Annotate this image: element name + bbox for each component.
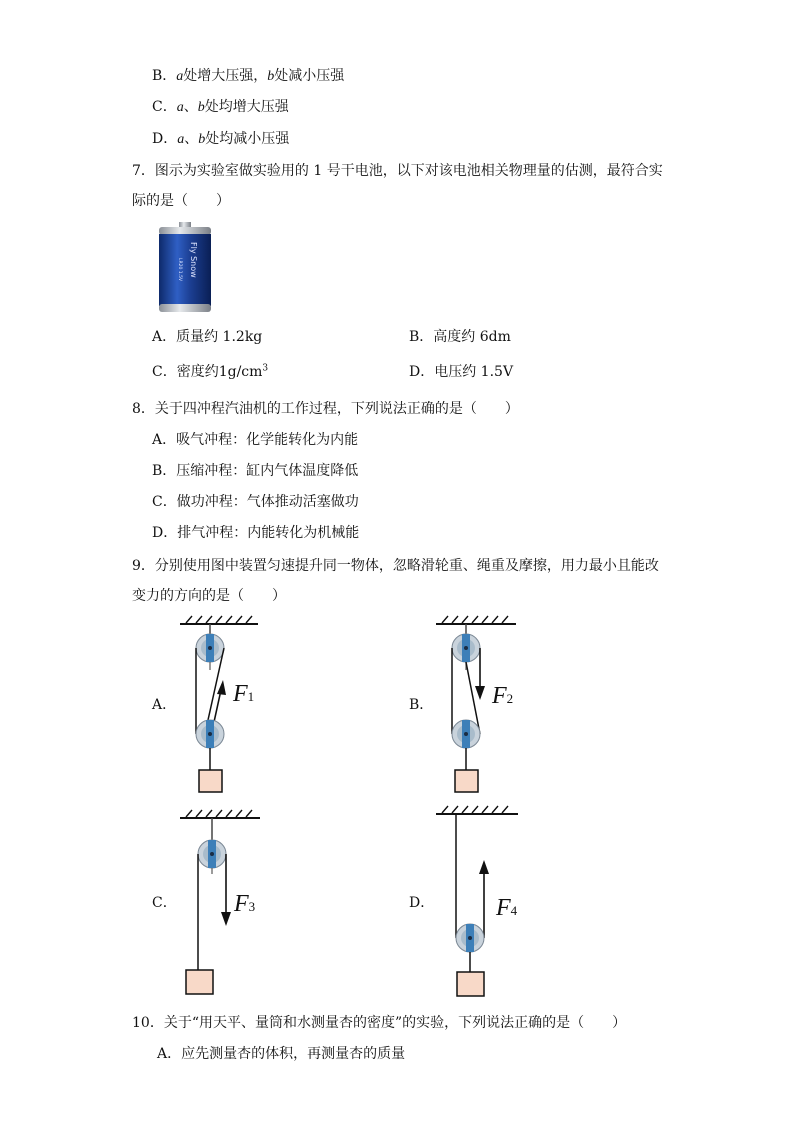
q6-option-c: [152, 97, 289, 118]
q6-c-prefix: C．: [152, 99, 177, 115]
ceiling-d: [436, 806, 518, 814]
label-f2: [492, 682, 513, 713]
movable-pulley-d: [456, 924, 484, 952]
q7-c-text: C．密度约1g/cm: [152, 364, 263, 380]
q8-option-a: A．吸气冲程：化学能转化为内能: [152, 432, 359, 448]
q9-label-b: B．: [409, 697, 434, 713]
battery-body: [159, 234, 211, 306]
battery-brand: Fly Snow: [189, 242, 198, 278]
q6-c-mid: 、: [183, 99, 198, 115]
ceiling-a: [180, 616, 258, 624]
arrow-f2: [475, 686, 485, 700]
q9-stem-line1: 9．分别使用图中装置匀速提升同一物体，忽略滑轮重、绳重及摩擦，用力最小且能改: [132, 558, 659, 574]
q6-b-mid: 处增大压强，: [183, 68, 268, 84]
fixed-pulley-a: [196, 634, 224, 662]
arrow-f1: [217, 680, 226, 695]
q10-option-a: A．应先测量杏的体积，再测量杏的质量: [157, 1046, 406, 1062]
box-c: [186, 970, 213, 994]
q6-b-prefix: B．: [152, 68, 177, 84]
f1-symbol: F: [233, 681, 248, 707]
battery-top-rim: [159, 227, 211, 235]
ceiling-c: [180, 810, 260, 818]
box-d: [457, 972, 484, 996]
diagram-a: [178, 614, 268, 796]
battery-bottom-rim: [159, 304, 211, 312]
q6-d-var-b: b: [198, 132, 206, 147]
rope-a-pull: [214, 690, 221, 722]
q6-d-prefix: D．: [152, 131, 178, 147]
q8-option-b: B．压缩冲程：缸内气体温度降低: [152, 463, 359, 479]
label-f3: [234, 890, 255, 921]
ceiling-b: [436, 616, 516, 624]
q9-label-d: D．: [409, 895, 435, 911]
q7-option-d: D．电压约 1.5V: [409, 364, 514, 380]
q6-option-d: [152, 129, 289, 150]
label-f1: [233, 680, 254, 711]
q6-c-suffix: 处均增大压强: [204, 99, 289, 115]
q9-label-a: A．: [152, 697, 177, 713]
q6-b-var-b: b: [267, 69, 275, 84]
battery-image: [157, 222, 213, 314]
f2-symbol: F: [492, 683, 507, 709]
fixed-pulley-c: [198, 840, 226, 868]
q6-d-var-a: a: [177, 132, 185, 147]
label-f4: [496, 894, 517, 925]
q7-c-sup: 3: [262, 363, 269, 374]
f3-symbol: F: [234, 891, 249, 917]
q6-b-var-a: a: [176, 69, 184, 84]
f3-sub: 3: [248, 899, 256, 914]
q6-c-var-a: a: [176, 100, 184, 115]
q9-label-c: C．: [152, 895, 177, 911]
q9-stem-line2: 变力的方向的是（ ）: [132, 588, 286, 604]
battery-terminal: [179, 222, 191, 227]
battery-model: LR20 1.5V: [177, 258, 182, 282]
f4-symbol: F: [496, 895, 511, 921]
arrow-f4: [479, 860, 489, 874]
q6-d-suffix: 处均减小压强: [205, 131, 290, 147]
f4-sub: 4: [510, 903, 518, 918]
movable-pulley-b: [452, 720, 480, 748]
q7-stem-line2: 际的是（ ）: [132, 193, 230, 209]
movable-pulley-a: [196, 720, 224, 748]
box-a: [199, 770, 222, 792]
q7-option-b: B．高度约 6dm: [409, 329, 511, 345]
q6-d-mid: 、: [184, 131, 199, 147]
q8-option-d: D．排气冲程：内能转化为机械能: [152, 525, 360, 541]
f2-sub: 2: [506, 691, 514, 706]
q6-c-var-b: b: [197, 100, 205, 115]
q6-b-suffix: 处减小压强: [274, 68, 345, 84]
q7-stem-line1: 7．图示为实验室做实验用的 1 号干电池，以下对该电池相关物理量的估测，最符合实: [132, 163, 663, 179]
q7-option-c: [152, 362, 268, 382]
arrow-f3: [221, 912, 231, 926]
q8-option-c: C．做功冲程：气体推动活塞做功: [152, 494, 359, 510]
fixed-pulley-b: [452, 634, 480, 662]
q7-option-a: A．质量约 1.2kg: [152, 329, 263, 345]
q6-option-b: [152, 66, 344, 87]
q10-stem: 10．关于“用天平、量筒和水测量杏的密度”的实验，下列说法正确的是（ ）: [132, 1015, 627, 1031]
f1-sub: 1: [247, 689, 255, 704]
box-b: [455, 770, 478, 792]
q8-stem: 8．关于四冲程汽油机的工作过程，下列说法正确的是（ ）: [132, 401, 519, 417]
